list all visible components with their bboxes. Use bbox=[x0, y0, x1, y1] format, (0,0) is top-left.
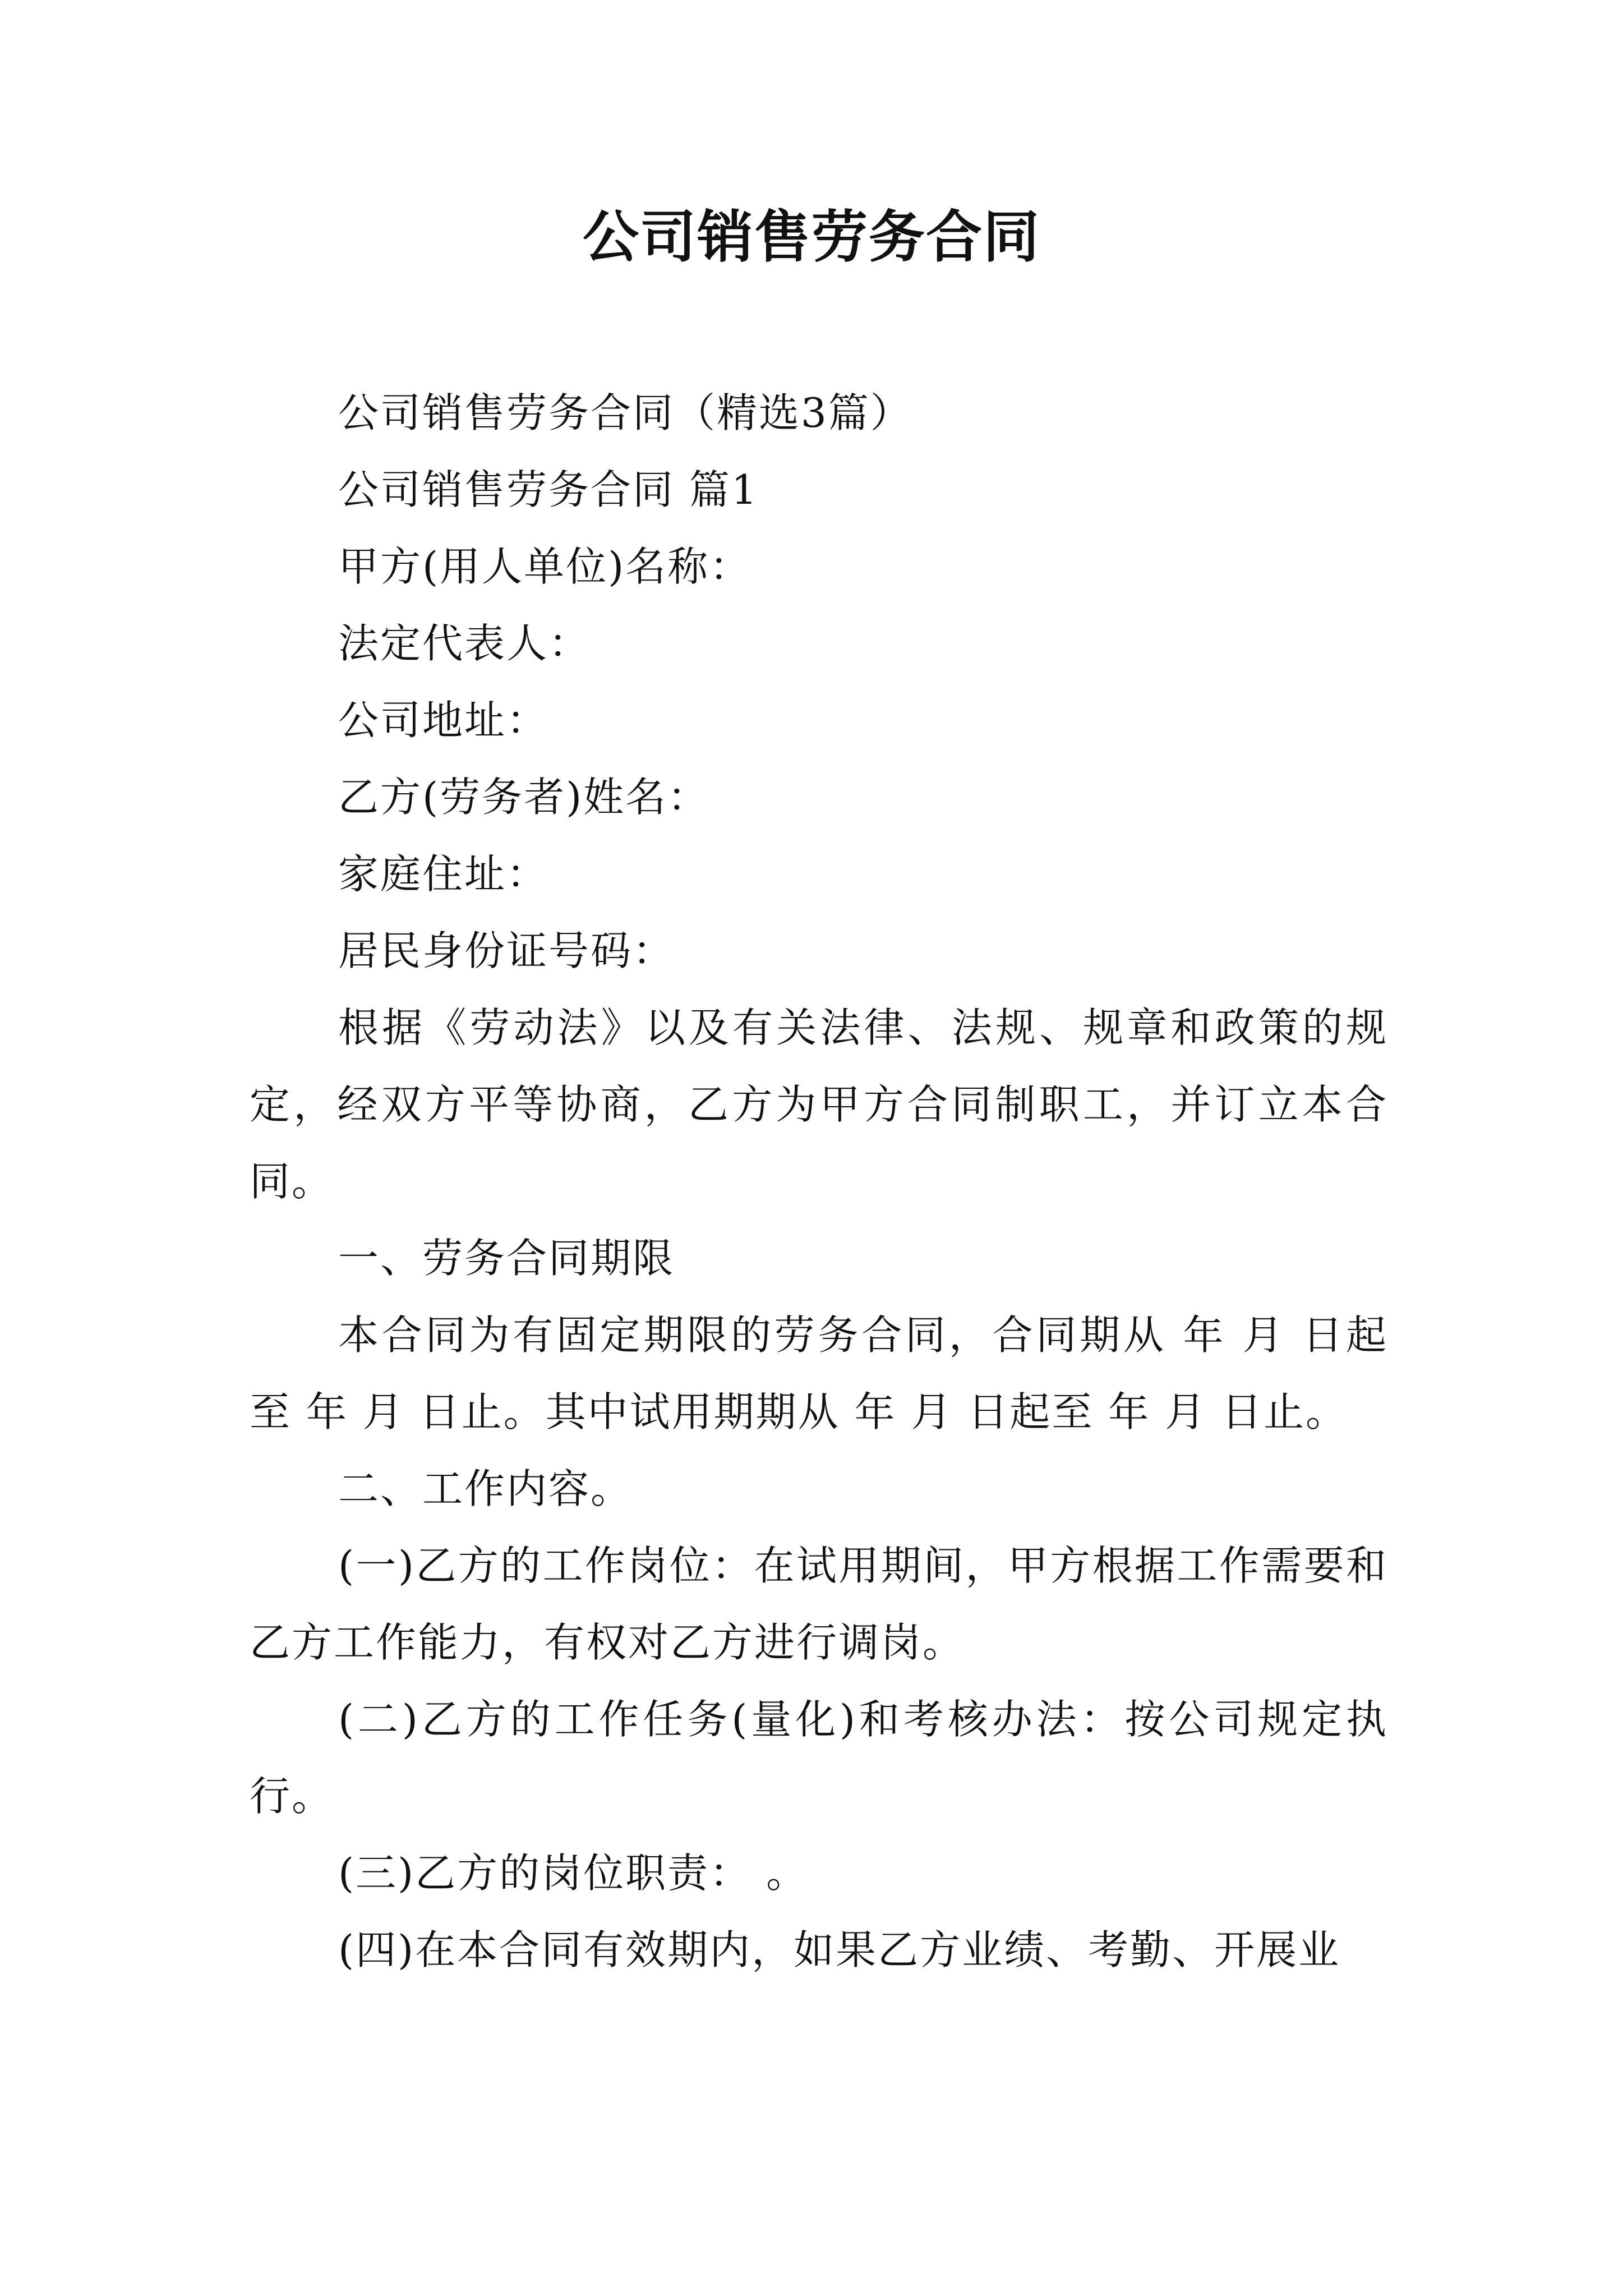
paragraph-party-a-name: 甲方(用人单位)名称： bbox=[338, 543, 752, 590]
paragraph-clause-1-body: 本合同为有固定期限的劳务合同，合同期从 年 月 日起至 年 月 日止。其中试用期期从 年 月 日起至 年 月 日止。 bbox=[250, 1312, 1388, 1435]
paragraph-preamble: 根据《劳动法》以及有关法律、法规、规章和政策的规定，经双方平等协商，乙方为甲方合同制职工，并订立本合同。 bbox=[250, 1004, 1388, 1205]
paragraph-home-address: 家庭住址： bbox=[338, 850, 549, 898]
paragraph-section-heading: 公司销售劳务合同 篇1 bbox=[338, 466, 759, 513]
paragraph-party-b-name: 乙方(劳务者)姓名： bbox=[338, 774, 710, 821]
paragraph-subtitle: 公司销售劳务合同（精选3篇） bbox=[338, 389, 912, 436]
document-title: 公司销售劳务合同 bbox=[583, 204, 1040, 270]
paragraph-clause-2-item-3: (三)乙方的岗位职责： 。 bbox=[338, 1849, 809, 1897]
paragraph-company-address: 公司地址： bbox=[338, 697, 549, 744]
paragraph-clause-2-item-4: (四)在本合同有效期内，如果乙方业绩、考勤、开展业 bbox=[338, 1926, 1341, 1973]
paragraph-clause-2-item-1: (一)乙方的工作岗位：在试用期间，甲方根据工作需要和乙方工作能力，有权对乙方进行调岗。 bbox=[250, 1542, 1388, 1666]
document-body bbox=[250, 375, 1388, 1989]
paragraph-clause-2-item-2: (二)乙方的工作任务(量化)和考核办法：按公司规定执行。 bbox=[250, 1696, 1388, 1820]
paragraph-id-number: 居民身份证号码： bbox=[338, 927, 675, 974]
paragraph-legal-representative: 法定代表人： bbox=[338, 620, 591, 667]
paragraph-clause-1-heading: 一、劳务合同期限 bbox=[338, 1235, 675, 1282]
paragraph-clause-2-heading: 二、工作内容。 bbox=[338, 1465, 633, 1512]
